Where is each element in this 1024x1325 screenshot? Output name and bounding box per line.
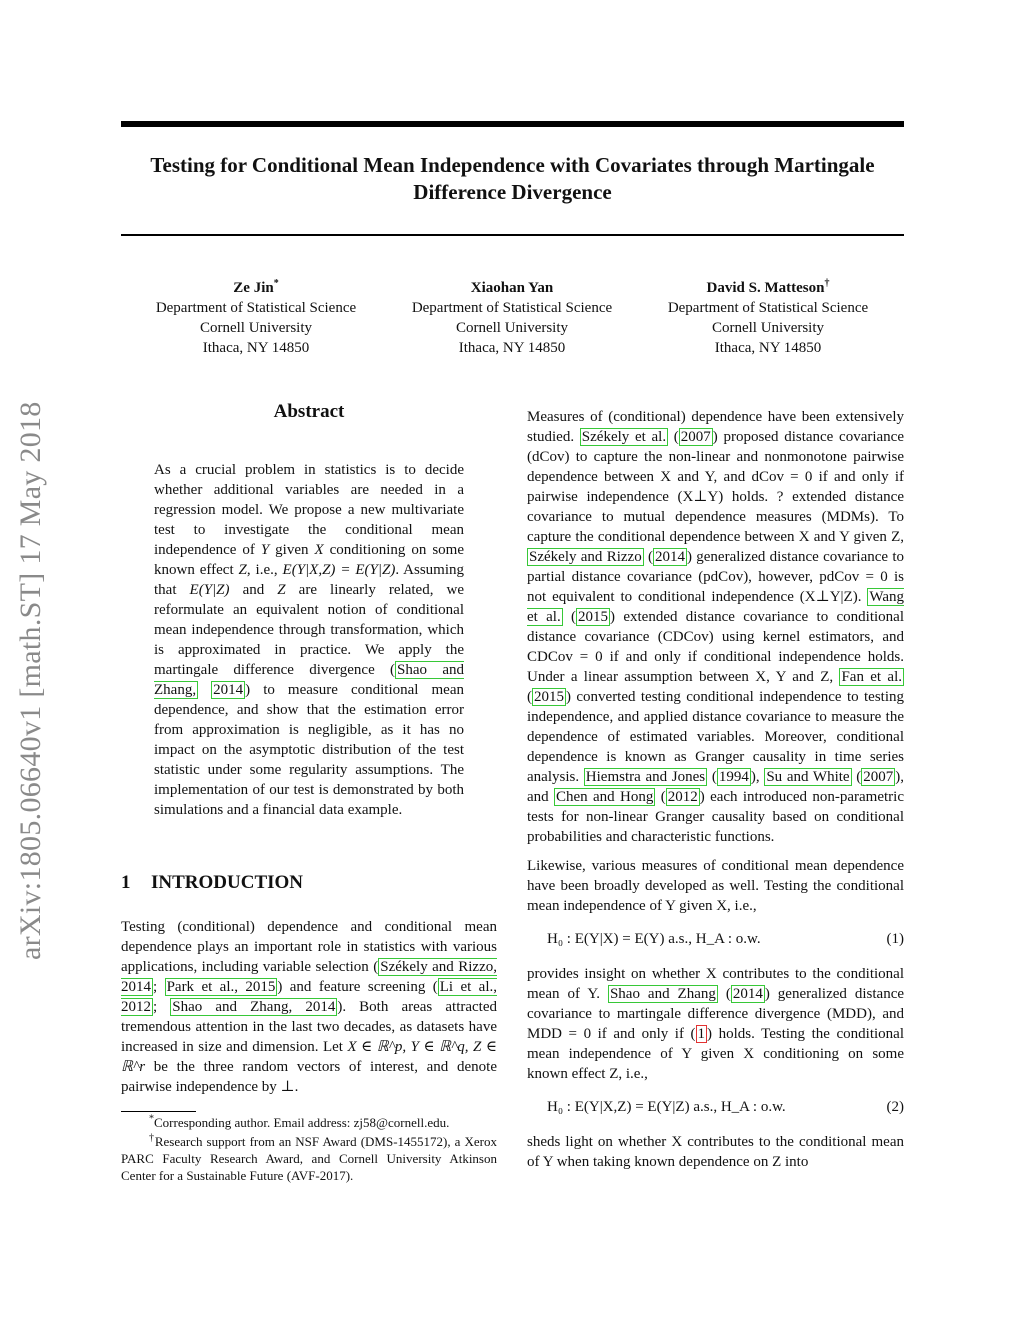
footnote-rule — [121, 1111, 196, 1112]
citation-link[interactable]: Székely and Rizzo — [529, 549, 642, 565]
citation-link[interactable]: 1994 — [718, 769, 749, 785]
footnote-2: †Research support from an NSF Award (DMS-1455172), a Xerox PARC Faculty Research Award, and Cornell University Atkinson Center for a Sustainable Future (AVF-2017). — [121, 1132, 498, 1183]
top-rule — [121, 121, 904, 127]
citation-link[interactable]: 2007 — [863, 769, 894, 785]
equation-number: (2) — [886, 1099, 904, 1115]
equation-2 — [527, 1096, 904, 1118]
section-heading: 1 INTRODUCTION — [121, 872, 304, 893]
author-name: Ze Jin* — [233, 278, 279, 296]
author-name: Xiaohan Yan — [470, 280, 554, 296]
arxiv-stamp: arXiv:1805.06640v1 [math.ST] 17 May 2018 — [14, 401, 47, 960]
author-univ: Cornell University — [455, 320, 569, 336]
author-2 — [392, 278, 632, 358]
author-3 — [648, 278, 888, 358]
citation-link[interactable]: Park et al., 2015 — [166, 979, 276, 995]
citation-link[interactable]: Székely et al. — [581, 429, 667, 445]
citation-link[interactable]: Hiemstra and Jones — [585, 769, 706, 785]
author-univ: Cornell University — [199, 320, 313, 336]
arxiv-sidebar — [6, 330, 66, 960]
author-dept: Department of Statistical Science — [667, 300, 869, 316]
right-paragraph-4: sheds light on whether X contributes to the conditional mean of Y when taking known dependence on Z into — [527, 1134, 904, 1170]
citation-link[interactable]: 2014 — [213, 682, 244, 698]
abstract-heading: Abstract — [273, 401, 345, 422]
abstract-body: As a crucial problem in statistics is to decide whether additional variables are needed in a regression model. We propose a new multivariate test to investigate the conditional mean independence of Y given X conditioning on some known effect Z, i.e., E(Y|X,Z) = E(Y|Z). Assuming that E(Y|Z) and Z are linearly related, we reformulate an equivalent notion of conditional mean independence through transformation, which is approximated in practice. We apply the martingale difference divergence ( Shao and Zhang, 2014 ) to measure conditional mean dependence, and show that the estimation error from approximation is negligible, as it has no impact on the asymptotic distribution of the test statistic under some regularity assumptions. The implementation of our test is demonstrated by both simulations and a financial data example. — [154, 462, 465, 818]
footnote-1: *Corresponding author. Email address: zj58@cornell.edu. — [149, 1113, 450, 1130]
author-dept: Department of Statistical Science — [411, 300, 613, 316]
author-addr: Ithaca, NY 14850 — [714, 340, 822, 356]
citation-link[interactable]: 2014 — [654, 549, 685, 565]
left-column — [121, 400, 497, 1184]
citation-link[interactable]: 2015 — [578, 609, 609, 625]
intro-paragraph: Testing (conditional) dependence and conditional mean dependence plays an important role in statistics with various applications, including variable selection ( Székely and Rizzo, 2014 ; Park et al., 2015 ) and feature screening ( Li et al., 2012 ; Shao and Zhang, 2014 ). Both areas attracted tremendous attention in the last two decades, as datasets have increased in size and dimension. Let X ∈ ℝ^p, Y ∈ ℝ^q, Z ∈ ℝ^r be the three random vectors of interest, and denote pairwise independence by ⊥. — [121, 919, 497, 1095]
right-paragraph-2: Likewise, various measures of conditional mean dependence have been broadly developed as well. Testing the conditional mean independence of Y given X, i.e., — [527, 858, 904, 914]
author-addr: Ithaca, NY 14850 — [458, 340, 566, 356]
paper-title: Testing for Conditional Mean Independence with Covariates through Martingale Difference Divergence — [150, 153, 875, 204]
citation-link[interactable]: Chen and Hong — [556, 789, 654, 805]
abstract-eq1: E(Y|X,Z) = E(Y|Z) — [282, 562, 396, 578]
citation-link[interactable]: 2014 — [732, 986, 763, 1002]
citation-link[interactable]: 2007 — [680, 429, 711, 445]
equation-body: H₀ : E(Y|X) = E(Y) a.s., H_A : o.w. — [547, 931, 761, 947]
author-name: David S. Matteson† — [706, 278, 830, 296]
equation-ref-link[interactable]: 1 — [697, 1026, 706, 1042]
author-addr: Ithaca, NY 14850 — [202, 340, 310, 356]
citation-link[interactable]: Su and White — [766, 769, 850, 785]
equation-number: (1) — [886, 931, 904, 947]
right-column — [527, 407, 904, 1172]
equation-body: H₀ : E(Y|X,Z) = E(Y|Z) a.s., H_A : o.w. — [547, 1099, 786, 1115]
right-paragraph-3: provides insight on whether X contributes to the conditional mean of Y. Shao and Zhang ( 2014 ) generalized distance covariance to martingale difference divergence (MDD), and MDD = 0 if and only if ( 1 ) holds. Testing the conditional mean independence of Y given X conditioning on some known effect Z, i.e., — [527, 966, 905, 1082]
equation-1 — [527, 928, 904, 950]
citation-link[interactable]: Shao and Zhang, 2014 — [172, 999, 336, 1015]
citation-link[interactable]: Fan et al. — [841, 669, 902, 685]
citation-link[interactable]: Shao and Zhang — [609, 986, 716, 1002]
citation-link[interactable]: Székely and Rizzo, 2014 — [121, 959, 497, 995]
citation-link[interactable]: Li et al., 2012 — [121, 979, 497, 1015]
author-univ: Cornell University — [711, 320, 825, 336]
citation-link[interactable]: 2012 — [667, 789, 698, 805]
title-rule — [121, 234, 904, 236]
citation-link[interactable]: 2015 — [534, 689, 564, 705]
author-1 — [136, 278, 376, 358]
citation-link[interactable]: Wang et al. — [527, 589, 904, 625]
citation-link[interactable]: Shao and Zhang, — [154, 662, 464, 698]
author-dept: Department of Statistical Science — [155, 300, 357, 316]
author-block — [121, 278, 904, 368]
right-paragraph-1: Measures of (conditional) dependence have been extensively studied. Székely et al. ( 2007 ) proposed distance covariance (dCov) to capture the non-linear and nonmonotone pairwise dependence between X and Y, and dCov = 0 if and only if pairwise independence (X⊥Y) holds. ? extended distance covariance to mutual dependence measures (MDMs). To capture the conditional dependence between X and Y given Z, Székely and Rizzo ( 2014 ) generalized distance covariance to partial distance covariance (pdCov), however, pdCov = 0 is not equivalent to conditional independence (X⊥Y|Z). Wang et al. ( 2015 ) extended distance covariance to conditional distance covariance (CDCov) using kernel estimators, and CDCov = 0 if and only if conditional independence holds. Under a linear assumption between X, Y and Z, Fan et al. ( 2015 ) converted testing conditional independence to testing independence, and applied distance covariance to measure the dependence of estimated variables. Moreover, conditional dependence is known as Granger causality in time series analysis. Hiemstra and Jones ( 1994 ), Su and White ( 2007 ), and Chen and Hong ( 2012 ) each introduced non-parametric tests for non-linear Granger causality based on conditional probabilities and characteristic functions. — [527, 409, 905, 845]
